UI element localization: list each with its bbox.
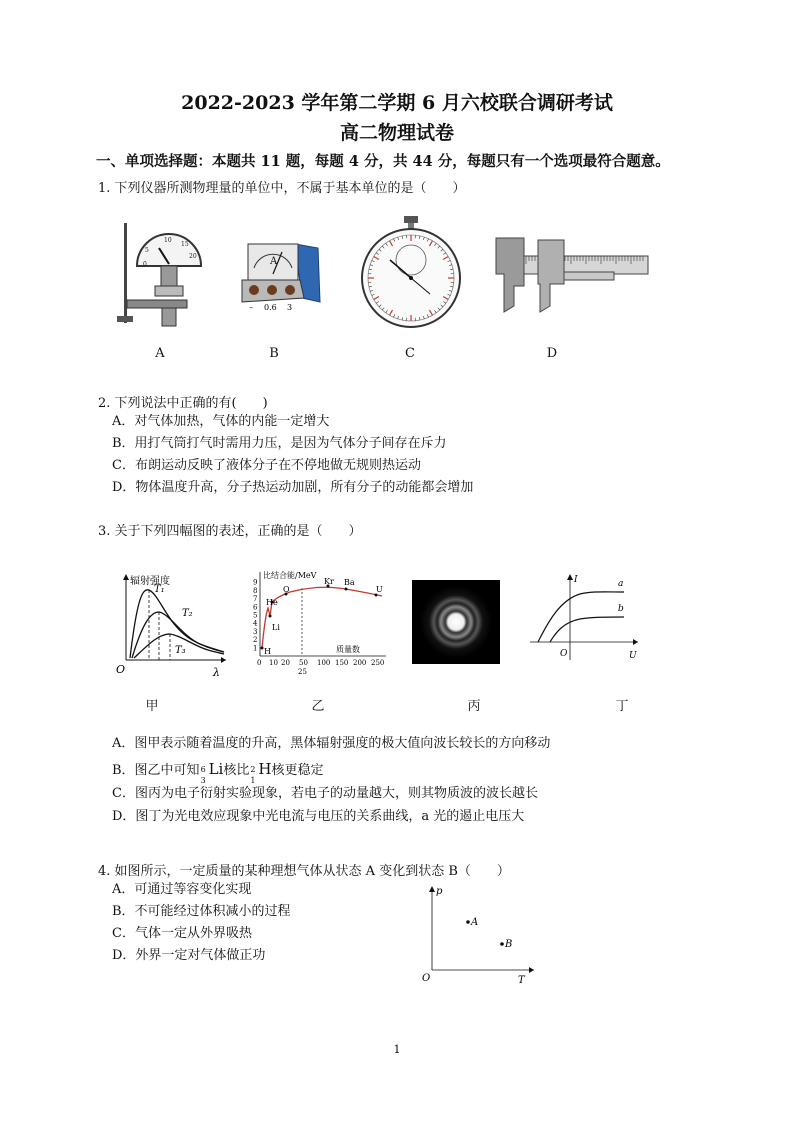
yi-ytick-label: 5 [253,611,258,620]
paper-subtitle: 高二物理试卷 [339,122,454,144]
yi-xtick-25: 25 [298,668,307,676]
ammeter-terminal-3: 3 [287,303,293,312]
pressure-gauge-image [112,218,202,328]
ding-curve-b: b [618,604,624,614]
yi-nuclide-h: H [264,647,271,656]
li-mass-number: 6 [200,764,206,774]
state-a-point [466,920,470,924]
h-mass-number: 2 [250,764,256,774]
gauge-tick-10: 10 [164,237,172,244]
q4-option-d: D．外界一定对气体做正功 [112,948,266,963]
electron-diffraction-figure [412,580,500,664]
li-atomic-number: 3 [200,775,206,785]
yi-ytick-label: 8 [253,586,258,595]
yi-xtick-label: 250 [371,659,385,667]
state-b-label: B [505,939,513,950]
yi-ytick-label: 4 [253,619,258,628]
pt-origin: O [422,973,431,984]
jia-curve-t3: T₃ [175,645,186,656]
gauge-tick-20: 20 [189,253,197,260]
blackbody-radiation-figure [112,570,230,680]
fig-label-ding: 丁 [615,699,629,714]
yi-nuclide-ba: Ba [344,578,355,587]
pt-graph-figure [418,880,538,986]
yi-xtick-label: 200 [353,659,367,667]
jia-curve-t2: T₂ [182,608,193,619]
q4-stem: 4. 如图所示，一定质量的某种理想气体从状态 A 变化到状态 B（ ） [98,864,510,879]
jia-curve-t1: T₁ [154,584,165,595]
ding-curve-a: a [618,579,624,589]
q4-option-b: B．不可能经过体积减小的过程 [112,904,291,919]
q4-option-a: A．可通过等容变化实现 [112,882,252,897]
yi-ytick-label: 3 [253,627,258,636]
pt-xlabel: T [518,975,525,986]
q1-label-a: A [155,346,165,361]
section-heading: 一、单项选择题：本题共 11 题，每题 4 分，共 44 分，每题只有一个选项最符合题意。 [96,153,670,170]
yi-ylabel: 比结合能/MeV [263,571,317,580]
ding-xlabel: U [629,651,637,661]
q2-option-b: B．用打气筒打气时需用力压，是因为气体分子间存在斥力 [112,436,447,451]
yi-xtick-label: 50 [299,659,308,667]
ammeter-letter: A [270,256,278,267]
h-atomic-number: 1 [250,775,256,785]
q1-label-c: C [405,346,415,361]
h-symbol: H [258,760,272,778]
yi-nuclide-u: U [376,585,383,594]
q3-option-b-end: 核更稳定 [271,763,324,778]
li-symbol: Li [208,760,224,778]
yi-xtick-label: 100 [317,659,331,667]
q2-option-c: C．布朗运动反映了液体分子在不停地做无规则热运动 [112,458,421,473]
q1-label-b: B [269,346,279,361]
state-a-label: A [471,917,479,928]
q2-option-d: D．物体温度升高，分子热运动加剧，所有分子的动能都会增加 [112,480,474,495]
vernier-caliper-image [494,236,650,316]
fig-label-yi: 乙 [311,699,325,714]
yi-ytick-label: 7 [253,595,258,604]
yi-nuclide-he: He [266,598,278,607]
yi-nuclide-kr: Kr [324,577,334,586]
stopwatch-image [360,216,464,328]
jia-ylabel: 辐射强度 [130,576,170,587]
yi-nuclide-o: O [283,585,290,594]
jia-origin: O [116,663,126,676]
photoelectric-iu-figure [526,572,642,666]
ding-ylabel: I [574,575,578,585]
ammeter-terminal-neg: – [249,303,253,312]
pt-ylabel: p [436,886,443,897]
yi-xtick-label: 10 [269,659,278,667]
yi-ytick-label: 1 [253,644,258,653]
state-b-point [500,942,504,946]
yi-ytick-label: 9 [253,578,258,587]
q2-stem: 2. 下列说法中正确的有( ) [98,396,268,411]
binding-energy-figure [250,568,390,680]
yi-xlabel: 质量数 [336,645,360,654]
q2-option-a: A．对气体加热，气体的内能一定增大 [112,414,330,429]
ammeter-image [240,238,322,314]
gauge-tick-15: 15 [181,241,189,248]
q3-stem: 3. 关于下列四幅图的表述，正确的是（ ） [98,524,362,539]
gauge-tick-5: 5 [145,247,149,254]
page-number: 1 [393,1043,401,1056]
q3-option-c: C．图丙为电子衍射实验现象，若电子的动量越大，则其物质波的波长越长 [112,786,538,801]
jia-xlabel: λ [213,666,220,679]
q1-label-d: D [546,346,558,361]
yi-xtick-label: 20 [281,659,290,667]
fig-label-bing: 丙 [467,699,481,714]
yi-ytick-label: 2 [253,636,258,645]
q1-stem: 1. 下列仪器所测物理量的单位中，不属于基本单位的是（ ） [98,181,466,196]
yi-ytick-label: 6 [253,603,258,612]
exam-title: 2022-2023 学年第二学期 6 月六校联合调研考试 [181,92,613,114]
q3-option-b [112,758,324,785]
q3-option-b-lead: B．图乙中可知 [112,763,200,778]
q3-option-b-mid: 核比 [223,763,250,778]
q3-option-a: A．图甲表示随着温度的升高，黑体辐射强度的极大值向波长较长的方向移动 [112,736,551,751]
q4-option-c: C．气体一定从外界吸热 [112,926,252,941]
ding-origin: O [560,649,568,659]
ammeter-terminal-06: 0.6 [264,303,277,312]
gauge-tick-0: 0 [143,261,147,268]
q3-option-d: D．图丁为光电效应现象中光电流与电压的关系曲线，a 光的遏止电压大 [112,809,525,824]
yi-xtick-label: 0 [257,659,262,667]
fig-label-jia: 甲 [145,699,159,714]
yi-nuclide-li: Li [272,623,280,632]
yi-xtick-label: 150 [335,659,349,667]
